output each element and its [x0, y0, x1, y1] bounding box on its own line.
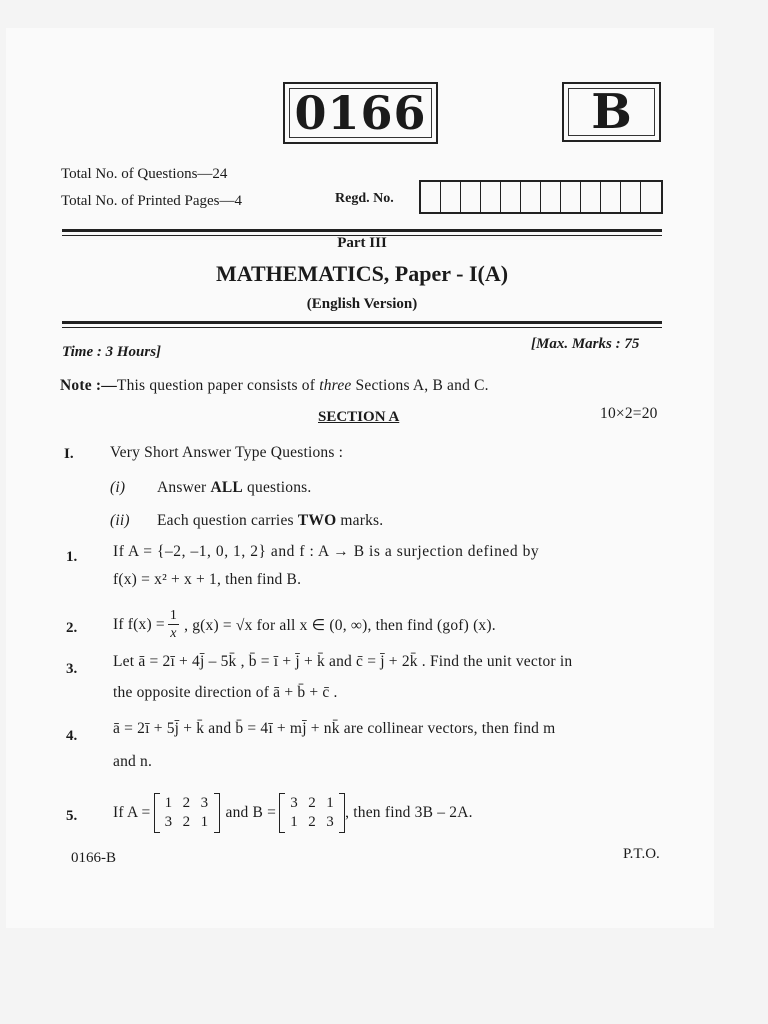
total-pages: Total No. of Printed Pages—4 — [61, 193, 243, 209]
section-title: SECTION A — [318, 409, 400, 425]
paper-title: MATHEMATICS, Paper - I(A) — [215, 261, 509, 286]
question-2: If f(x) = $\frac{1}{x}$ , g(x) = √x for all x ∈ (0, ∞), then find (gof) (x). — [113, 608, 496, 641]
set-letter: B — [591, 84, 632, 140]
note-text-end: Sections A, B and C. — [351, 377, 489, 394]
question-1-line-2: f(x) = x² + x + 1, then find B. — [113, 571, 302, 588]
question-number: 4. — [66, 728, 78, 744]
paper-code: 0166 — [294, 86, 427, 140]
question-number: 3. — [66, 661, 78, 677]
version-label: (English Version) — [306, 296, 418, 312]
matrix-b: 3 2 1 1 2 3 — [279, 793, 345, 833]
note-label: Note :— — [60, 377, 117, 394]
regd-number-grid[interactable] — [419, 180, 663, 214]
note-text: This question paper consists of — [116, 377, 320, 394]
instruction-1: Answer ALL questions. — [157, 479, 312, 496]
question-number: 1. — [66, 549, 78, 565]
divider — [62, 229, 662, 232]
question-number: 5. — [66, 808, 78, 824]
time-label: Time : 3 Hours] — [62, 344, 162, 360]
section-roman: I. — [64, 446, 74, 462]
instruction-number: (i) — [110, 479, 126, 496]
question-3-line-2: the opposite direction of ā + b̄ + c̄ . — [113, 684, 338, 701]
section-heading: Very Short Answer Type Questions : — [110, 444, 344, 461]
set-letter-box — [562, 82, 661, 142]
total-questions: Total No. of Questions—24 — [61, 166, 228, 182]
instruction-2: Each question carries TWO marks. — [157, 512, 384, 529]
question-5: If A = 1 2 3 3 2 1 and B = 3 2 1 1 2 3 , then find 3B – 2A. — [113, 790, 473, 836]
instruction-number: (ii) — [110, 512, 130, 529]
fraction: $\frac{1}{x}$ — [169, 608, 178, 641]
section-marks: 10×2=20 — [600, 405, 658, 422]
question-4-line-1: ā = 2ī + 5j̄ + k̄ and b̄ = 4ī + mj̄ + nk̄ are collinear vectors, then find m — [113, 720, 556, 737]
note-three: three — [319, 377, 352, 394]
paper-code-box — [283, 82, 438, 144]
matrix-a: 1 2 3 3 2 1 — [154, 793, 220, 833]
footer-code: 0166-B — [71, 850, 116, 866]
part-label: Part III — [337, 235, 387, 251]
regd-label: Regd. No. — [335, 191, 394, 206]
divider — [62, 321, 662, 324]
question-1-line-1: If A = {–2, –1, 0, 1, 2} and f : A → B is a surjection defined by — [113, 543, 540, 560]
question-3-line-1: Let ā = 2ī + 4j̄ – 5k̄ , b̄ = ī + j̄ + k̄ and c̄ = j̄ + 2k̄ . Find the unit vector in — [113, 653, 573, 670]
footer-pto: P.T.O. — [623, 846, 660, 862]
question-number: 2. — [66, 620, 78, 636]
note — [60, 377, 489, 395]
divider — [62, 327, 662, 328]
max-marks-label: [Max. Marks : 75 — [531, 336, 640, 352]
question-4-line-2: and n. — [113, 753, 153, 770]
